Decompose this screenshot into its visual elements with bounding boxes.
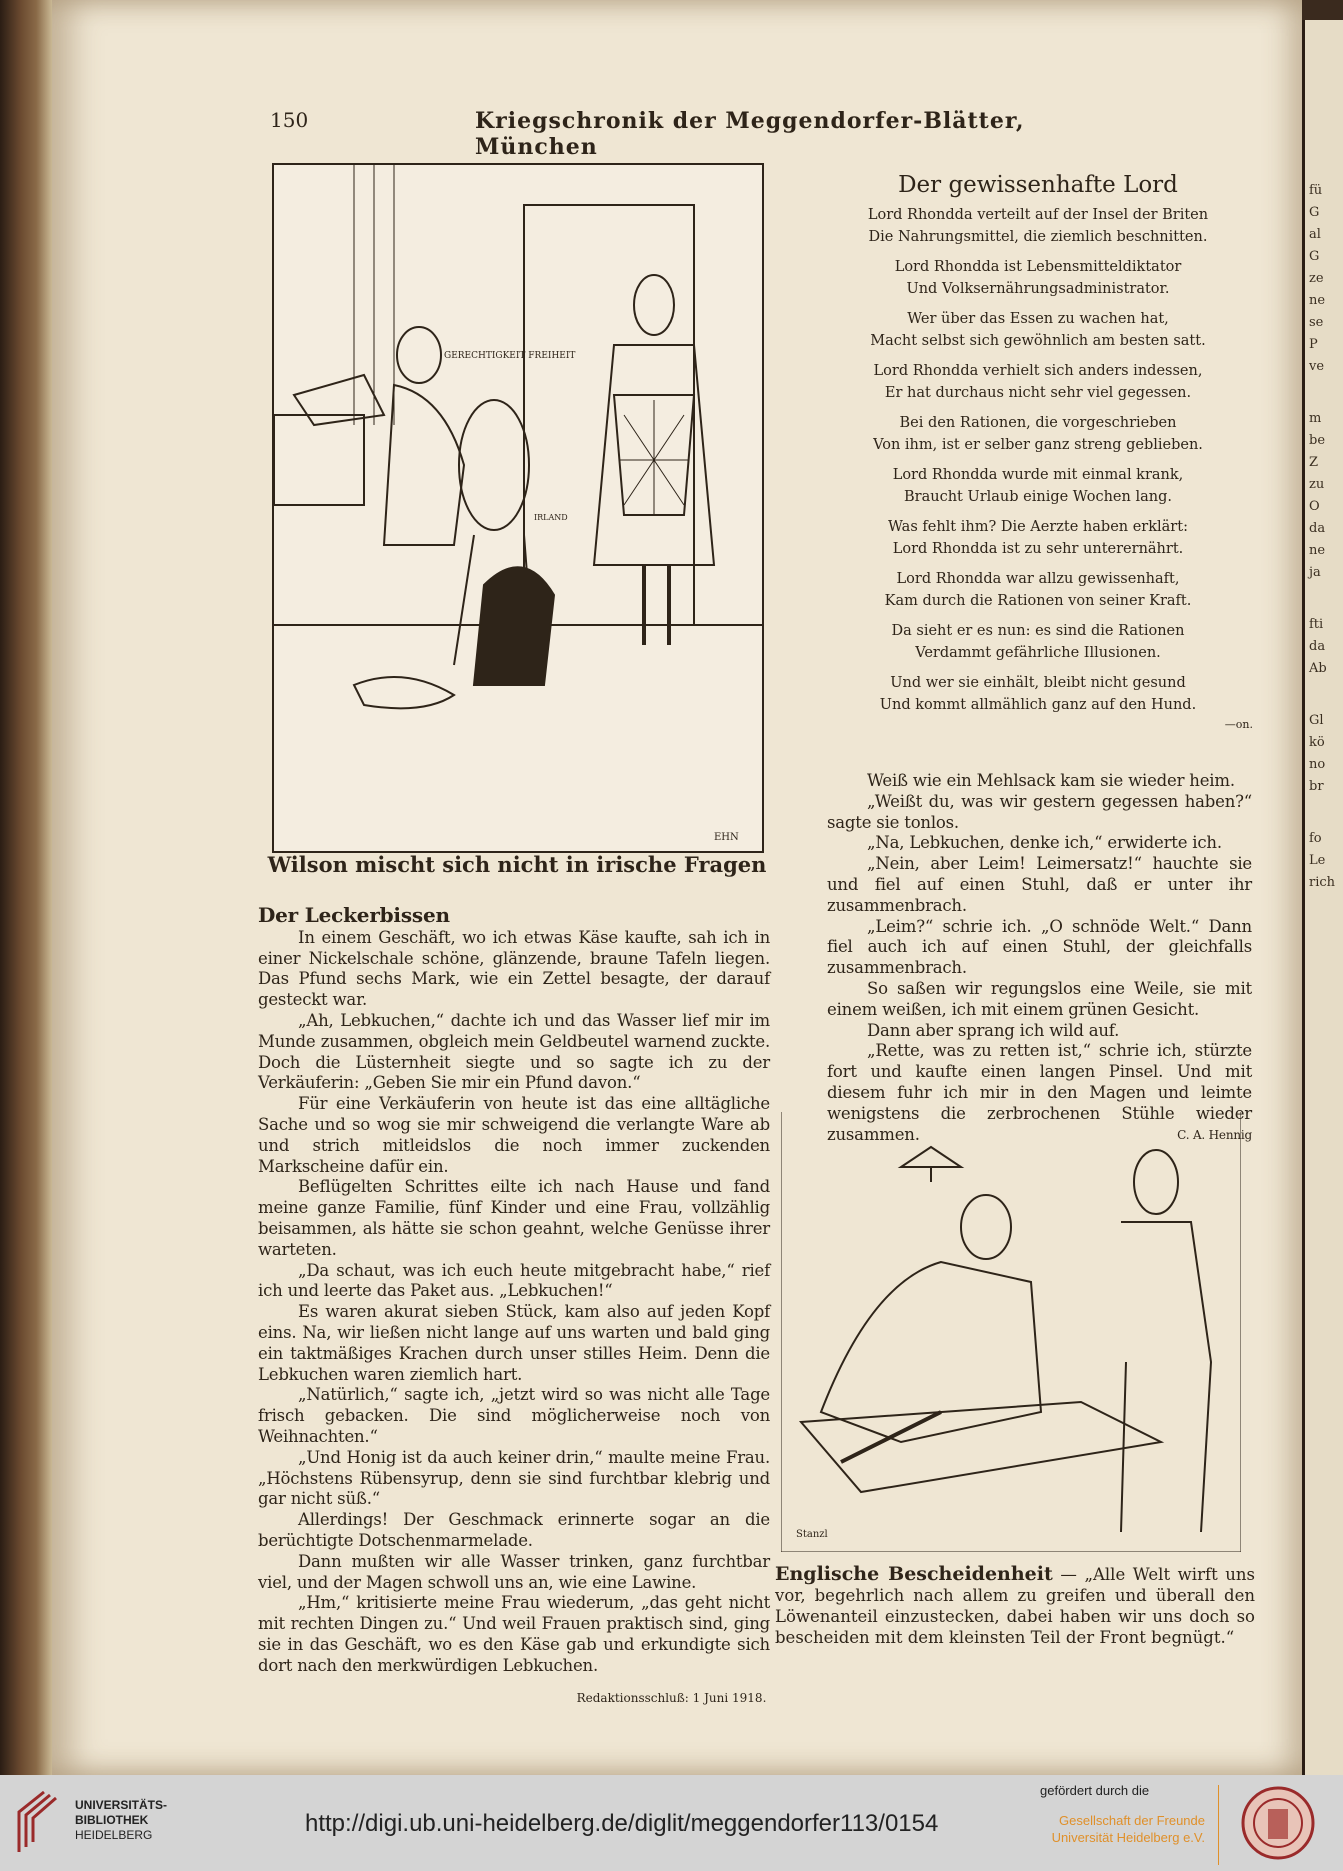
poem-stanza bbox=[823, 412, 1253, 456]
poem-line: Von ihm, ist er selber ganz streng geblieben. bbox=[873, 437, 1203, 453]
ub-logo-icon bbox=[14, 1787, 69, 1857]
poem-line: Und kommt allmählich ganz auf den Hund. bbox=[879, 697, 1197, 713]
story-paragraph: Weiß wie ein Mehlsack kam sie wieder heim. bbox=[867, 771, 1235, 790]
page-number: 150 bbox=[270, 108, 309, 132]
story-paragraph: „Und Honig ist da auch keiner drin,“ maulte meine Frau. „Höchstens Rübensyrup, denn sie sind furchtbar klebrig und gar nicht süß.“ bbox=[258, 1447, 770, 1509]
artist-signature: Stanzl bbox=[796, 1529, 828, 1540]
story-paragraph: „Hm,“ kritisierte meine Frau wiederum, „das geht nicht mit rechten Dingen zu.“ Und weil Frauen praktisch sind, ging sie in das Geschäft, wo es den Käse gab und erkundigte sich dort nach den merkwürdigen Lebkuchen. bbox=[258, 1593, 770, 1675]
poem-line: Und Volksernährungsadministrator. bbox=[906, 281, 1170, 297]
sponsor-intro: gefördert durch die bbox=[1040, 1783, 1150, 1798]
story-paragraph: In einem Geschäft, wo ich etwas Käse kaufte, sah ich in einer Nickelschale schöne, glänzende, braune Tafeln liegen. Das Pfund sechs Mark, wie ein Zettel besagte, der darauf gesteckt war. bbox=[258, 927, 770, 1010]
poem-stanza bbox=[823, 516, 1253, 560]
university-seal-icon bbox=[1240, 1785, 1316, 1861]
permalink[interactable]: http://digi.ub.uni-heidelberg.de/diglit/meggendorfer113/0154 bbox=[305, 1810, 939, 1837]
poem-line: Braucht Urlaub einige Wochen lang. bbox=[904, 489, 1172, 505]
poem-line: Lord Rhondda ist Lebensmitteldiktator bbox=[894, 259, 1182, 275]
next-page-fragment: zu bbox=[1309, 477, 1325, 492]
poem-line: Und wer sie einhält, bleibt nicht gesund bbox=[890, 675, 1186, 691]
story-paragraph: „Ah, Lebkuchen,“ dachte ich und das Wasser lief mir im Munde zusammen, obgleich mein Geldbeutel warnend zuckte. Doch die Lüsternheit siegte und so sagte ich zu der Verkäuferin: „Geben Sie mir ein Pfund davon.“ bbox=[258, 1010, 770, 1093]
newspaper bbox=[294, 375, 384, 425]
poem-line: Verdammt gefährliche Illusionen. bbox=[915, 645, 1161, 661]
story-paragraph: „Rette, was zu retten ist,“ schrie ich, stürzte fort und kaufte einen langen Pinsel. Und mit diesem fuhr ich mir in den Magen und leimte wenigstens die zerbrochenen Stühle wieder zusammen. C. A. Hennig bbox=[827, 1041, 1252, 1144]
next-page-fragment: Ab bbox=[1309, 661, 1327, 676]
poem-line: Lord Rhondda ist zu sehr unterernährt. bbox=[892, 541, 1184, 557]
next-page-fragment: no bbox=[1309, 757, 1326, 772]
story-right-column bbox=[827, 771, 1252, 1145]
story-paragraph: Allerdings! Der Geschmack erinnerte sogar an die berüchtigte Dotschenmarmelade. bbox=[258, 1510, 770, 1550]
poem-stanza bbox=[823, 672, 1253, 716]
next-page-fragment: fo bbox=[1309, 831, 1322, 846]
sponsor-line: Gesellschaft der Freunde bbox=[1059, 1813, 1205, 1828]
publication-title: Kriegschronik der Meggendorfer-Blätter, München bbox=[475, 108, 1025, 160]
cloth bbox=[354, 677, 454, 708]
story-paragraph: So saßen wir regungslos eine Weile, sie mit einem weißen, ich mit einem grünen Gesicht. bbox=[827, 978, 1252, 1019]
poem-line: Lord Rhondda verhielt sich anders indessen, bbox=[873, 363, 1203, 379]
poem-line: Lord Rhondda wurde mit einmal krank, bbox=[892, 467, 1184, 483]
lamp bbox=[901, 1147, 961, 1182]
next-page-fragment: da bbox=[1309, 639, 1326, 654]
next-page-fragment: br bbox=[1309, 779, 1324, 794]
next-page-fragment: m bbox=[1309, 411, 1322, 426]
next-page-fragment: se bbox=[1309, 315, 1324, 330]
soldier-head bbox=[1134, 1150, 1178, 1214]
story-paragraph: Es waren akurat sieben Stück, kam also auf jeden Kopf eins. Na, wir ließen nicht lange auf uns warten und bald ging ein taktmäßiges Krachen durch unser stilles Heim. Denn die Lebkuchen waren ziemlich hart. bbox=[258, 1302, 770, 1384]
story-paragraph: Beflügelten Schrittes eilte ich nach Hause und fand meine ganze Familie, fünf Kinder und eine Frau, vollzählig beisammen, als hätte sie schon geahnt, welche Genüsse ihrer warteten. bbox=[258, 1177, 770, 1259]
illustration-wilson bbox=[272, 163, 764, 853]
story-left-column bbox=[258, 905, 770, 1676]
poem-line: Wer über das Essen zu wachen hat, bbox=[907, 311, 1169, 327]
next-page-fragment: fü bbox=[1309, 183, 1323, 198]
chair bbox=[459, 400, 529, 530]
next-page-fragment: ze bbox=[1309, 271, 1324, 286]
story-author: C. A. Hennig bbox=[1177, 1127, 1252, 1142]
poem-stanza bbox=[823, 360, 1253, 404]
next-page-fragment: rich bbox=[1309, 875, 1336, 890]
story-paragraph: „Natürlich,“ sagte ich, „jetzt wird so was nicht alle Tage frisch gebacken. Die sind möglicherweise noch von Weihnachten.“ bbox=[258, 1385, 770, 1446]
illustration-caption: Wilson mischt sich nicht in irische Fragen bbox=[267, 852, 767, 877]
artist-signature: EHN bbox=[714, 832, 739, 843]
poem-stanza bbox=[823, 256, 1253, 300]
sponsor-line: Universität Heidelberg e.V. bbox=[1051, 1830, 1205, 1845]
map-table bbox=[801, 1402, 1161, 1492]
next-page-fragment: ve bbox=[1309, 359, 1325, 374]
story-paragraph: „Na, Lebkuchen, denke ich,“ erwiderte ich. bbox=[867, 833, 1222, 853]
woman-head bbox=[634, 275, 674, 335]
story-paragraph: „Weißt du, was wir gestern gegessen haben?“ sagte sie tonlos. bbox=[827, 791, 1252, 832]
irland-label: IRLAND bbox=[534, 513, 568, 522]
story-title: Der Leckerbissen bbox=[258, 903, 450, 927]
poem-stanza bbox=[823, 204, 1253, 248]
story-paragraph: „Leim?“ schrie ich. „O schnöde Welt.“ Dann fiel auch ich auf einen Stuhl, der gleichfalls zusammenbrach. bbox=[827, 916, 1252, 978]
logo-line: UNIVERSITÄTS- bbox=[75, 1798, 168, 1812]
poem-line: Was fehlt ihm? Die Aerzte haben erklärt: bbox=[888, 519, 1188, 535]
next-page-fragment: al bbox=[1309, 227, 1321, 242]
poem-stanza bbox=[823, 568, 1253, 612]
next-page-fragment: G bbox=[1309, 249, 1320, 264]
poem-line: Kam durch die Rationen von seiner Kraft. bbox=[884, 593, 1192, 609]
story-paragraph: „Nein, aber Leim! Leimersatz!“ hauchte sie und fiel auf einen Stuhl, daß er unter ihr zusammenbrach. bbox=[827, 854, 1252, 915]
logo-line: HEIDELBERG bbox=[75, 1828, 153, 1842]
englische-caption bbox=[775, 1564, 1255, 1648]
poem-line: Lord Rhondda war allzu gewissenhaft, bbox=[896, 571, 1180, 587]
poem-line: Die Nahrungsmittel, die ziemlich beschnitten. bbox=[868, 229, 1208, 245]
book-spine bbox=[0, 0, 52, 1775]
logo-line: BIBLIOTHEK bbox=[75, 1813, 149, 1827]
poem-line: Da sieht er es nun: es sind die Rationen bbox=[891, 623, 1185, 639]
next-page-fragment: da bbox=[1309, 521, 1326, 536]
doorway bbox=[524, 205, 694, 625]
divider bbox=[1218, 1785, 1219, 1865]
next-page-fragment: kö bbox=[1309, 735, 1325, 750]
next-page-edge bbox=[1302, 20, 1343, 1775]
next-page-fragment: ne bbox=[1309, 293, 1326, 308]
next-page-fragment: ne bbox=[1309, 543, 1326, 558]
wilson-head bbox=[397, 327, 441, 383]
deadline-footer: Redaktionsschluß: 1 Juni 1918. bbox=[576, 1691, 767, 1705]
poem-stanza bbox=[823, 308, 1253, 352]
story-paragraph: Dann mußten wir alle Wasser trinken, ganz furchtbar viel, und der Magen schwoll uns an, wie eine Lawine. bbox=[258, 1551, 770, 1592]
next-page-fragment: fti bbox=[1309, 617, 1324, 632]
poem-line: Macht selbst sich gewöhnlich am besten satt. bbox=[870, 333, 1206, 349]
next-page-fragment: G bbox=[1309, 205, 1320, 220]
desk bbox=[274, 415, 364, 505]
next-page-fragment: P bbox=[1309, 337, 1318, 352]
next-page-fragment: ja bbox=[1309, 565, 1321, 580]
englische-title: Englische Bescheidenheit bbox=[775, 1563, 1053, 1585]
poem-line: Lord Rhondda verteilt auf der Insel der Briten bbox=[867, 207, 1209, 223]
sponsor-name bbox=[1052, 1812, 1205, 1846]
poem-stanza bbox=[823, 620, 1253, 664]
officer-head bbox=[961, 1195, 1011, 1259]
story-paragraph: Für eine Verkäuferin von heute ist das eine alltägliche Sache und so wog sie mir schweigend die verlangte Ware ab und strich mitleidslos die noch immer zuckenden Markscheine dafür ein. bbox=[258, 1094, 770, 1176]
poem-line: Bei den Rationen, die vorgeschrieben bbox=[899, 415, 1177, 431]
illustration-englische bbox=[781, 1112, 1241, 1552]
englische-text: — „Alle Welt wirft uns vor, begehrlich nach allem zu greifen und überall den Löwenanteil einzustecken, dabei haben wir uns doch so bescheiden mit dem kleinsten Teil der Front begnügt.“ bbox=[775, 1565, 1256, 1647]
next-page-fragment: Le bbox=[1309, 853, 1326, 868]
soldier-standing bbox=[1121, 1222, 1211, 1532]
poem-signature: —on. bbox=[1224, 718, 1253, 731]
poem-title: Der gewissenhafte Lord bbox=[898, 172, 1178, 198]
next-page-fragment: Z bbox=[1309, 455, 1319, 470]
story-paragraph: Dann aber sprang ich wild auf. bbox=[867, 1020, 1120, 1040]
poem bbox=[823, 170, 1253, 732]
next-page-fragment: O bbox=[1309, 499, 1320, 514]
story-paragraph: „Da schaut, was ich euch heute mitgebracht habe,“ rief ich und leerte das Paket aus. „Lebkuchen!“ bbox=[258, 1260, 770, 1301]
poem-line: Er hat durchaus nicht sehr viel gegessen. bbox=[884, 385, 1192, 401]
newspaper-text: GERECHTIGKEIT FREIHEIT bbox=[444, 351, 576, 361]
next-page-fragment: be bbox=[1309, 433, 1326, 448]
next-page-fragment: Gl bbox=[1309, 713, 1324, 728]
poem-stanza bbox=[823, 464, 1253, 508]
kneeling-figure bbox=[474, 567, 554, 685]
ub-logo-text bbox=[75, 1798, 167, 1843]
